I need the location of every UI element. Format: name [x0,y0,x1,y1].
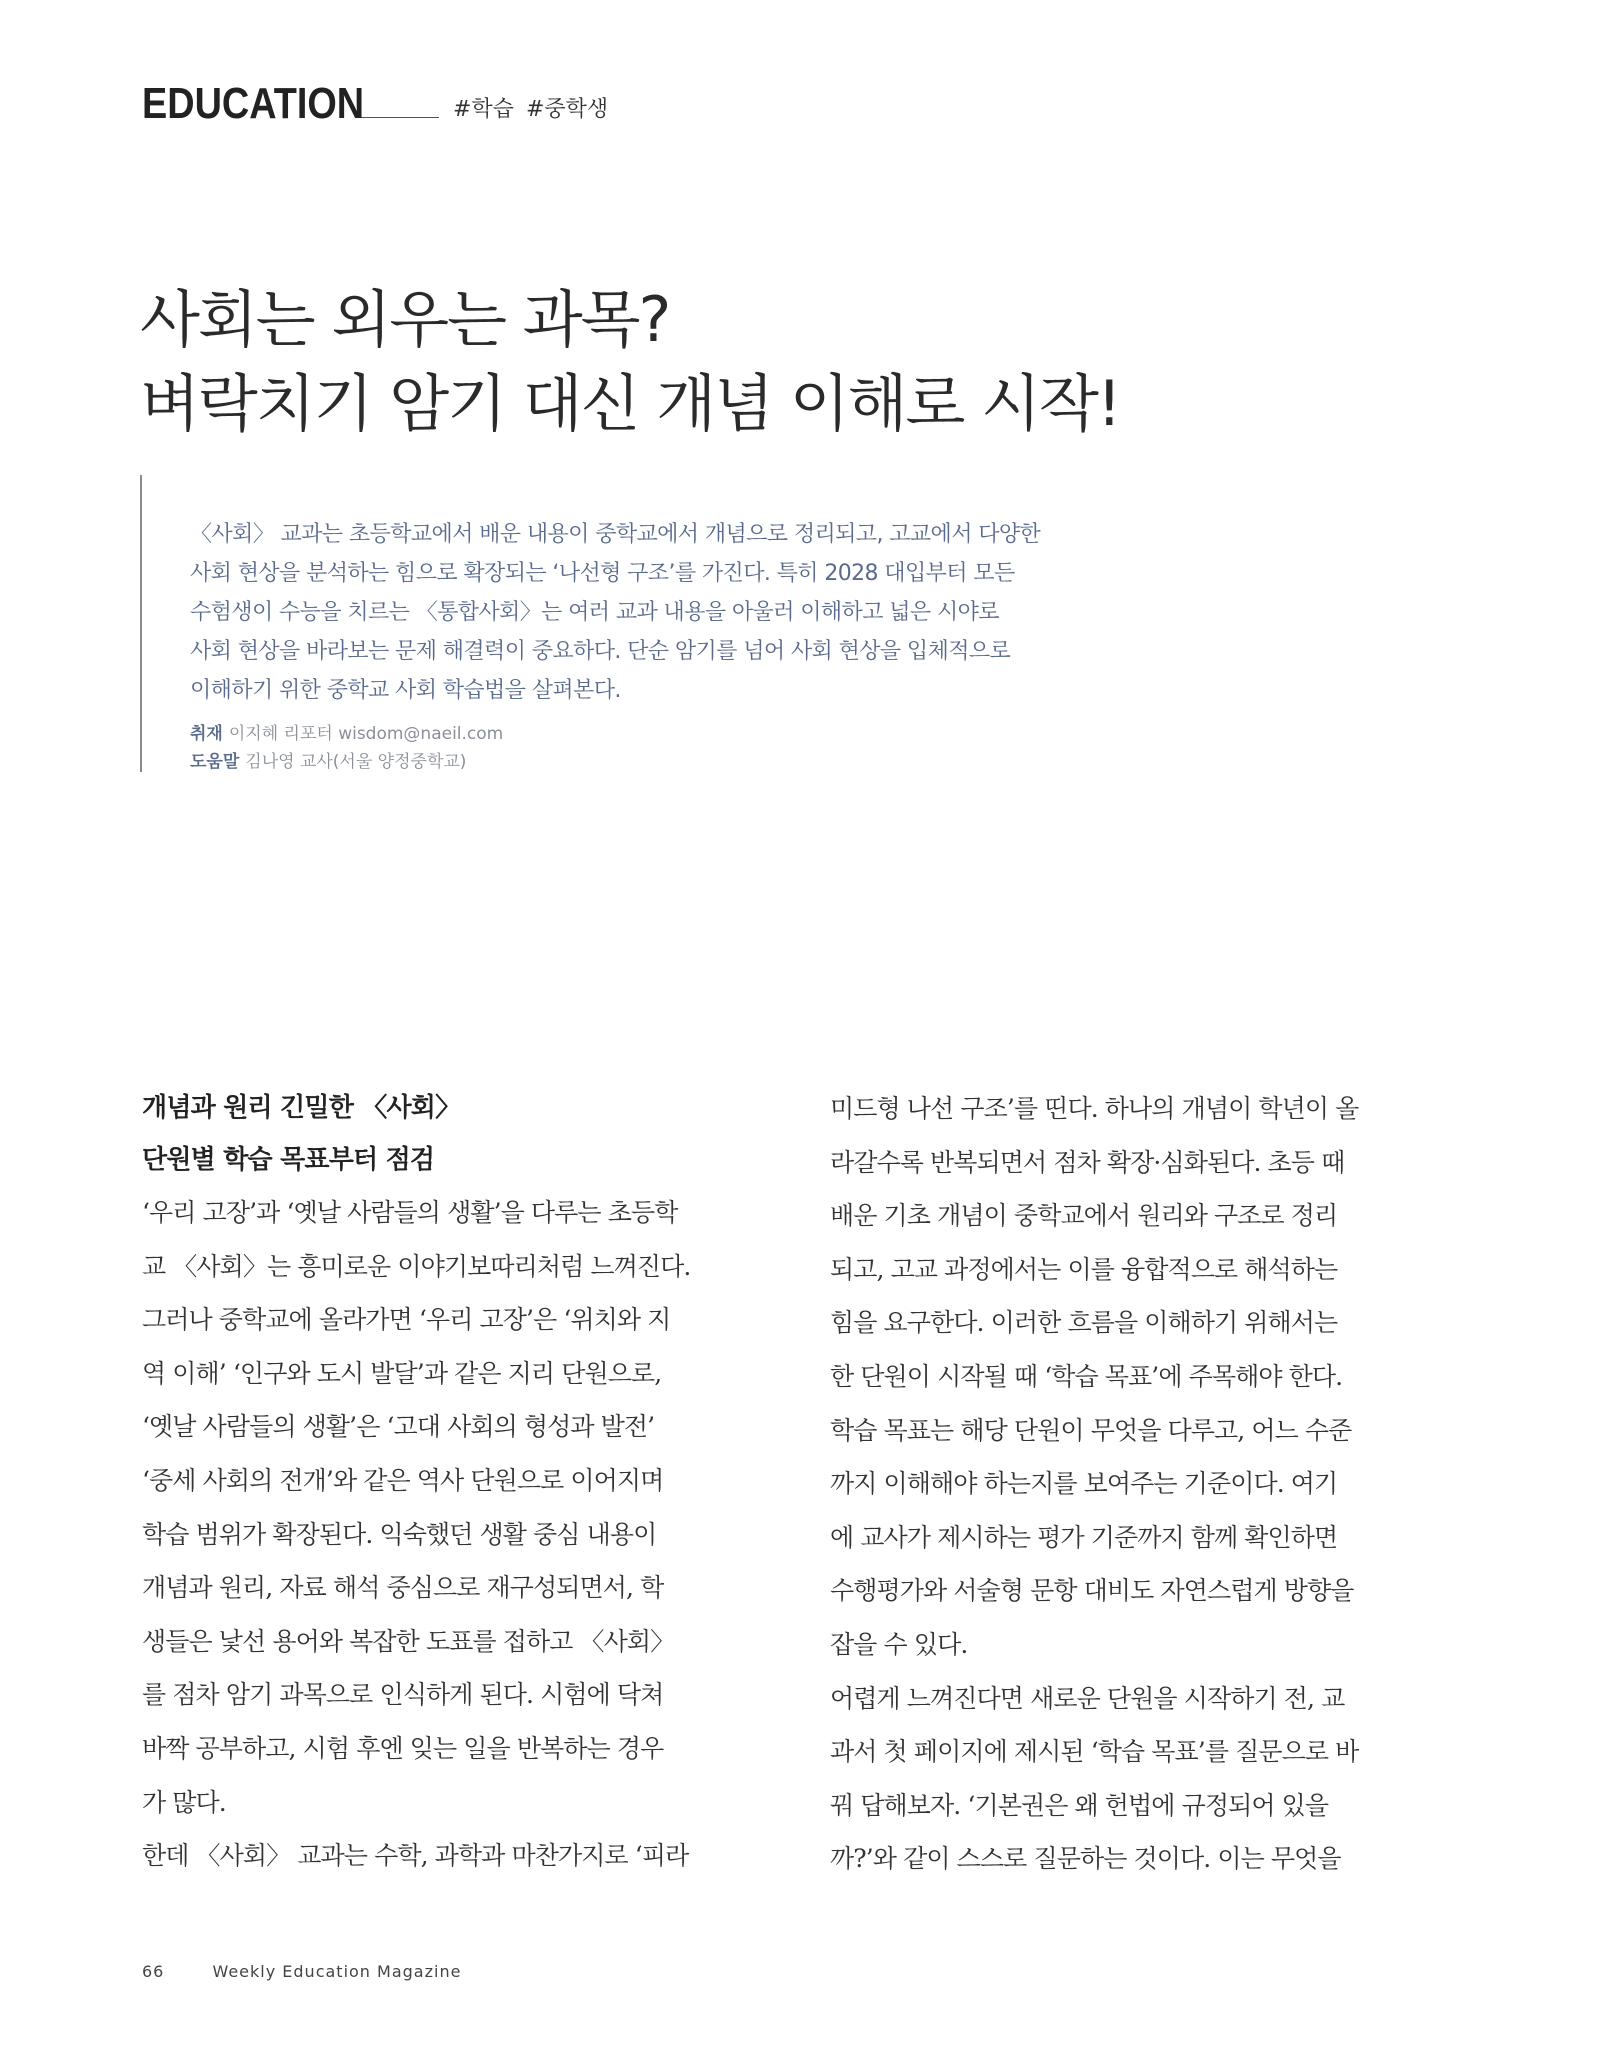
body-line: 과서 첫 페이지에 제시된 ‘학습 목표’를 질문으로 바 [830,1737,1359,1767]
article-column-left [142,1082,747,1883]
body-line: 수행평가와 서술형 문항 대비도 자연스럽게 방향을 [830,1576,1354,1606]
article-column-right [830,1082,1435,1886]
lead-block [140,475,1142,772]
page-footer [142,1962,503,1981]
body-line: 학습 목표는 해당 단원이 무엇을 다루고, 어느 수준 [830,1415,1352,1445]
section-header [142,74,608,134]
left-body-text [142,1186,747,1883]
lead-line: 사회 현상을 바라보는 문제 해결력이 중요하다. 단순 암기를 넘어 사회 현상을 입체적으로 [190,639,1011,664]
tag-middle-school: #중학생 [525,96,609,122]
lead-line: 사회 현상을 분석하는 힘으로 확장되는 ‘나선형 구조’를 가진다. 특히 2028 대입부터 모든 [190,561,1015,586]
article-title [140,278,1440,446]
credit-advisor [190,748,503,776]
credit-label: 도움말 [190,752,240,772]
header-divider [359,117,439,118]
lead-line: 수험생이 수능을 치르는 〈통합사회〉는 여러 교과 내용을 아울러 이해하고 넓은 시야로 [190,600,999,625]
body-line: 배운 기초 개념이 중학교에서 원리와 구조로 정리 [830,1201,1338,1231]
body-line: 개념과 원리, 자료 해석 중심으로 재구성되면서, 학 [142,1573,664,1603]
body-line: 학습 범위가 확장된다. 익숙했던 생활 중심 내용이 [142,1519,657,1549]
body-line: 라갈수록 반복되면서 점차 확장·심화된다. 초등 때 [830,1147,1345,1177]
subhead-line-2: 단원별 학습 목표부터 점검 [142,1145,435,1175]
body-line: 까?’와 같이 스스로 질문하는 것이다. 이는 무엇을 [830,1844,1341,1874]
credit-label: 취재 [190,724,223,744]
body-line: 가 많다. [142,1787,226,1817]
body-line: 에 교사가 제시하는 평가 기준까지 함께 확인하면 [830,1522,1338,1552]
body-line: 교 〈사회〉는 흥미로운 이야기보따리처럼 느껴진다. [142,1251,691,1281]
body-line: ‘우리 고장’과 ‘옛날 사람들의 생활’을 다루는 초등학 [142,1198,678,1227]
section-label: EDUCATION [142,79,365,128]
credit-text: 김나영 교사(서울 양정중학교) [245,752,467,772]
page-number: 66 [142,1962,165,1981]
credit-reporter [190,720,503,748]
body-line: 를 점차 암기 과목으로 인식하게 된다. 시험에 닥쳐 [142,1680,664,1710]
body-line: 꿔 답해보자. ‘기본권은 왜 헌법에 규정되어 있을 [830,1790,1329,1820]
lead-line: 〈사회〉 교과는 초등학교에서 배운 내용이 중학교에서 개념으로 정리되고, 고교에서 다양한 [190,522,1041,547]
body-line: 어렵게 느껴진다면 새로운 단원을 시작하기 전, 교 [830,1683,1345,1713]
credits [190,720,503,776]
body-line: 잡을 수 있다. [830,1629,968,1659]
lead-paragraph [190,515,1150,710]
body-line: 바짝 공부하고, 시험 후엔 잊는 일을 반복하는 경우 [142,1733,664,1763]
tag-study: #학습 [453,96,514,122]
body-line: 한 단원이 시작될 때 ‘학습 목표’에 주목해야 한다. [830,1361,1343,1391]
right-body-text [830,1082,1435,1886]
title-line-1: 사회는 외우는 과목? [140,283,670,356]
body-line: 힘을 요구한다. 이러한 흐름을 이해하기 위해서는 [830,1308,1338,1338]
magazine-name: Weekly Education Magazine [212,1962,462,1981]
subhead-line-1: 개념과 원리 긴밀한 〈사회〉 [142,1093,461,1123]
body-line: 역 이해’ ‘인구와 도시 발달’과 같은 지리 단원으로, [142,1358,662,1388]
lead-line: 이해하기 위한 중학교 사회 학습법을 살펴본다. [190,678,621,703]
tag-list [453,92,608,123]
title-line-2: 벼락치기 암기 대신 개념 이해로 시작! [140,367,1120,440]
body-line: ‘옛날 사람들의 생활’은 ‘고대 사회의 형성과 발전’ [142,1412,655,1442]
body-line: 까지 이해해야 하는지를 보여주는 기준이다. 여기 [830,1469,1338,1499]
body-line: ‘중세 사회의 전개’와 같은 역사 단원으로 이어지며 [142,1465,664,1495]
body-line: 생들은 낯선 용어와 복잡한 도표를 접하고 〈사회〉 [142,1626,675,1656]
body-line: 그러나 중학교에 올라가면 ‘우리 고장’은 ‘위치와 지 [142,1305,671,1335]
body-line: 미드형 나선 구조’를 띤다. 하나의 개념이 학년이 올 [830,1094,1359,1123]
body-line: 되고, 고교 과정에서는 이를 융합적으로 해석하는 [830,1254,1338,1284]
credit-text: 이지혜 리포터 wisdom@naeil.com [228,724,504,744]
body-line: 한데 〈사회〉 교과는 수학, 과학과 마찬가지로 ‘피라 [142,1841,689,1871]
